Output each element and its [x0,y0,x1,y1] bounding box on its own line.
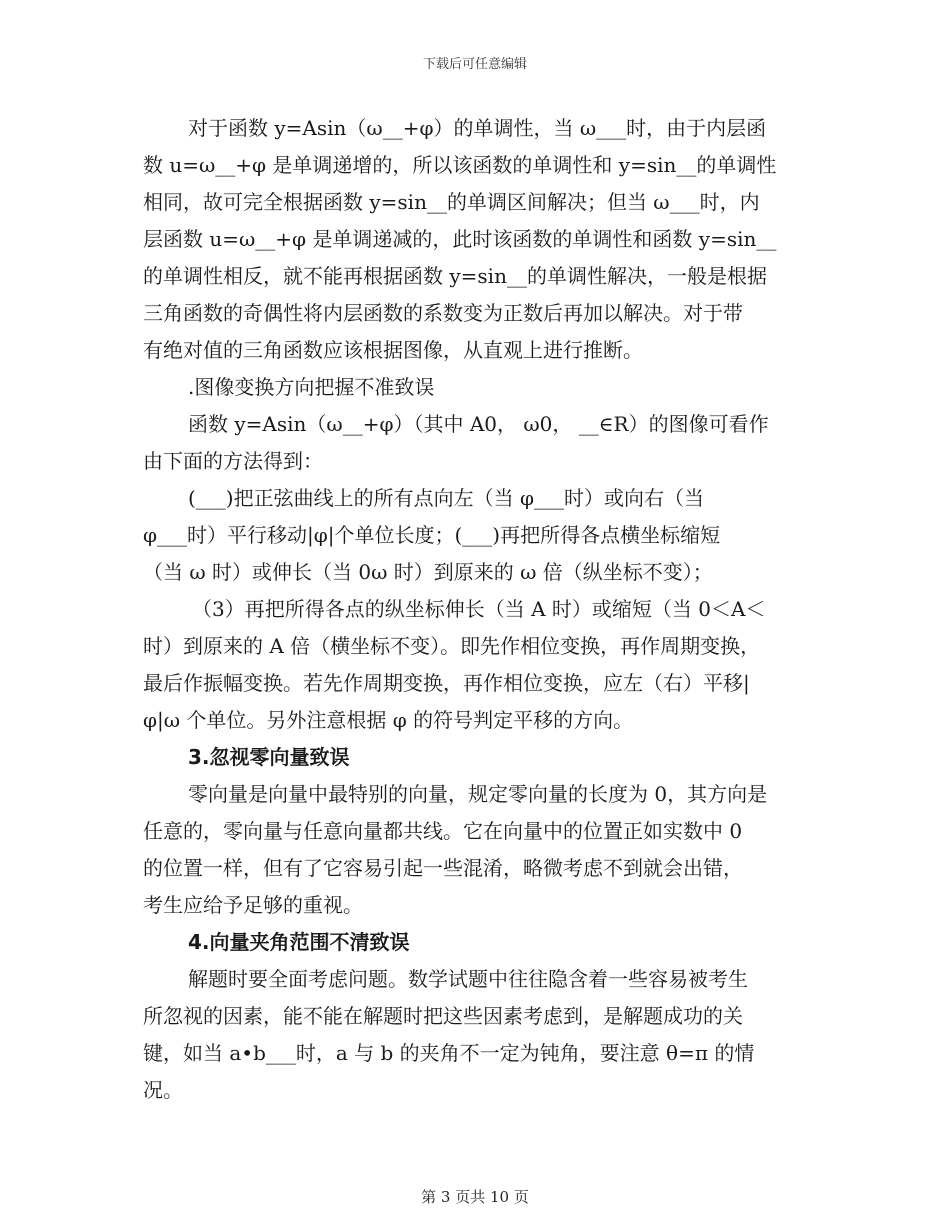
paragraph-line: 解题时要全面考虑问题。数学试题中往往隐含着一些容易被考生 [188,967,748,991]
page-header: 下载后可任意编辑 [422,57,527,72]
paragraph-line: （当 ω 时）或伸长（当 0ω 时）到原来的 ω 倍（纵坐标不变）； [143,560,713,584]
paragraph-line: 对于函数 y=Asin（ω__+φ）的单调性，当 ω___时，由于内层函 [188,116,767,140]
section-heading: .图像变换方向把握不准致误 [188,375,435,399]
paragraph-line: (___)把正弦曲线上的所有点向左（当 φ___时）或向右（当 [188,486,704,510]
paragraph-line: 况。 [143,1078,183,1102]
paragraph-line: 由下面的方法得到： [143,449,323,473]
paragraph-line: 有绝对值的三角函数应该根据图像，从直观上进行推断。 [143,338,643,362]
paragraph-line: 数 u=ω__+φ 是单调递增的，所以该函数的单调性和 y=sin__的单调性 [143,153,777,177]
paragraph-line: 最后作振幅变换。若先作周期变换，再作相位变换，应左（右）平移| [143,671,750,695]
paragraph-line: 相同，故可完全根据函数 y=sin__的单调区间解决；但当 ω___时，内 [143,190,760,214]
paragraph-line: 键，如当 a•b___时，a 与 b 的夹角不一定为钝角，要注意 θ=π 的情 [143,1041,755,1065]
paragraph-line: 考生应给予足够的重视。 [143,893,363,917]
section-heading: 3.忽视零向量致误 [188,745,350,769]
paragraph-line: 层函数 u=ω__+φ 是单调递减的，此时该函数的单调性和函数 y=sin__ [143,227,777,251]
paragraph-line: 时）到原来的 A 倍（横坐标不变）。即先作相位变换，再作周期变换， [143,634,761,658]
section-heading: 4.向量夹角范围不清致误 [188,930,410,954]
paragraph-line: 所忽视的因素，能不能在解题时把这些因素考虑到，是解题成功的关 [143,1004,743,1028]
paragraph-line: （3）再把所得各点的纵坐标伸长（当 A 时）或缩短（当 0＜A＜ [192,597,766,621]
paragraph-line: φ|ω 个单位。另外注意根据 φ 的符号判定平移的方向。 [143,708,634,732]
paragraph-line: 的单调性相反，就不能再根据函数 y=sin__的单调性解决，一般是根据 [143,264,767,288]
paragraph-line: 函数 y=Asin（ω__+φ）（其中 A0， ω0， __∈R）的图像可看作 [188,412,769,436]
paragraph-line: 任意的，零向量与任意向量都共线。它在向量中的位置正如实数中 0 [143,819,743,843]
paragraph-line: φ___时）平行移动|φ|个单位长度；(___)再把所得各点横坐标缩短 [143,523,721,547]
paragraph-line: 三角函数的奇偶性将内层函数的系数变为正数后再加以解决。对于带 [143,301,743,325]
paragraph-line: 零向量是向量中最特别的向量，规定零向量的长度为 0，其方向是 [188,782,768,806]
paragraph-line: 的位置一样，但有了它容易引起一些混淆，略微考虑不到就会出错， [143,856,743,880]
page-footer: 第 3 页共 10 页 [421,1188,529,1206]
